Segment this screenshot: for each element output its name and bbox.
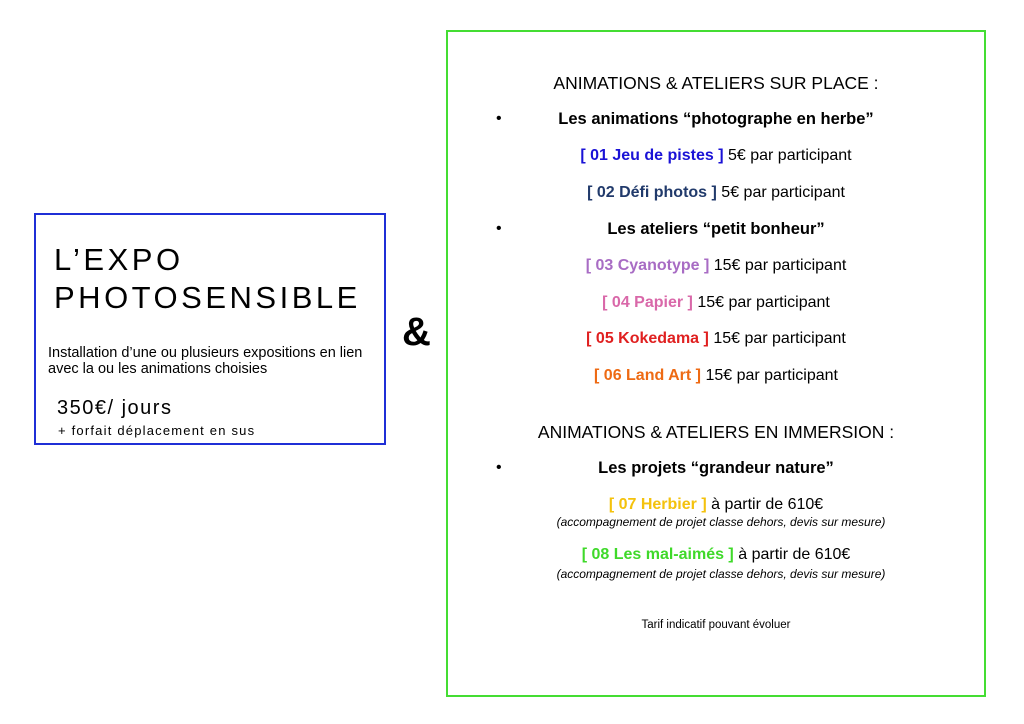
item-code: [ 06 Land Art ] [594,367,701,384]
item-code: [ 02 Défi photos ] [587,184,717,201]
item-code: [ 04 Papier ] [602,294,693,311]
item-08 [448,546,984,564]
ampersand: & [402,310,431,354]
bullet-icon: • [496,110,502,127]
item-07 [448,496,984,514]
item-04 [448,294,984,312]
item-price: à partir de 610€ [711,496,824,513]
item-code: [ 01 Jeu de pistes ] [580,147,724,164]
item-code: [ 05 Kokedama ] [586,330,709,347]
bullet-icon: • [496,220,502,237]
item-price: 5€ par participant [727,147,852,164]
item-08-note: (accompagnement de projet classe dehors, devis sur mesure) [556,567,886,581]
expo-price-note: + forfait déplacement en sus [58,423,256,438]
item-03 [448,257,984,275]
item-price: 15€ par participant [713,330,846,347]
immersion-heading: ANIMATIONS & ATELIERS EN IMMERSION : [537,422,895,442]
item-price: 15€ par participant [705,367,838,384]
item-05 [448,330,984,348]
item-07-note: (accompagnement de projet classe dehors, devis sur mesure) [556,515,886,529]
footnote: Tarif indicatif pouvant évoluer [641,619,791,631]
group-title-petit-bonheur: Les ateliers “petit bonheur” [607,220,825,238]
item-price: 15€ par participant [697,294,830,311]
item-price: à partir de 610€ [738,546,851,563]
expo-title-line1: L’EXPO [54,242,184,277]
animations-box [446,30,986,697]
item-price: 5€ par participant [721,184,845,201]
bullet-icon: • [496,459,502,476]
item-02 [448,184,984,202]
expo-description: Installation d’une ou plusieurs expositions en lien avec la ou les animations choisies [48,345,363,377]
group-title-grandeur-nature: Les projets “grandeur nature” [598,459,834,477]
sur-place-heading: ANIMATIONS & ATELIERS SUR PLACE : [553,73,879,93]
item-price: 15€ par participant [713,257,847,274]
expo-title-line2: PHOTOSENSIBLE [54,280,361,315]
item-code: [ 07 Herbier ] [608,496,707,513]
expo-box [34,213,386,445]
expo-title [54,241,361,317]
expo-price: 350€/ jours [57,397,173,419]
item-06 [448,367,984,385]
item-code: [ 03 Cyanotype ] [585,257,710,274]
item-code: [ 08 Les mal-aimés ] [581,546,734,563]
group-title-photographe: Les animations “photographe en herbe” [558,110,874,128]
item-01 [448,147,984,165]
